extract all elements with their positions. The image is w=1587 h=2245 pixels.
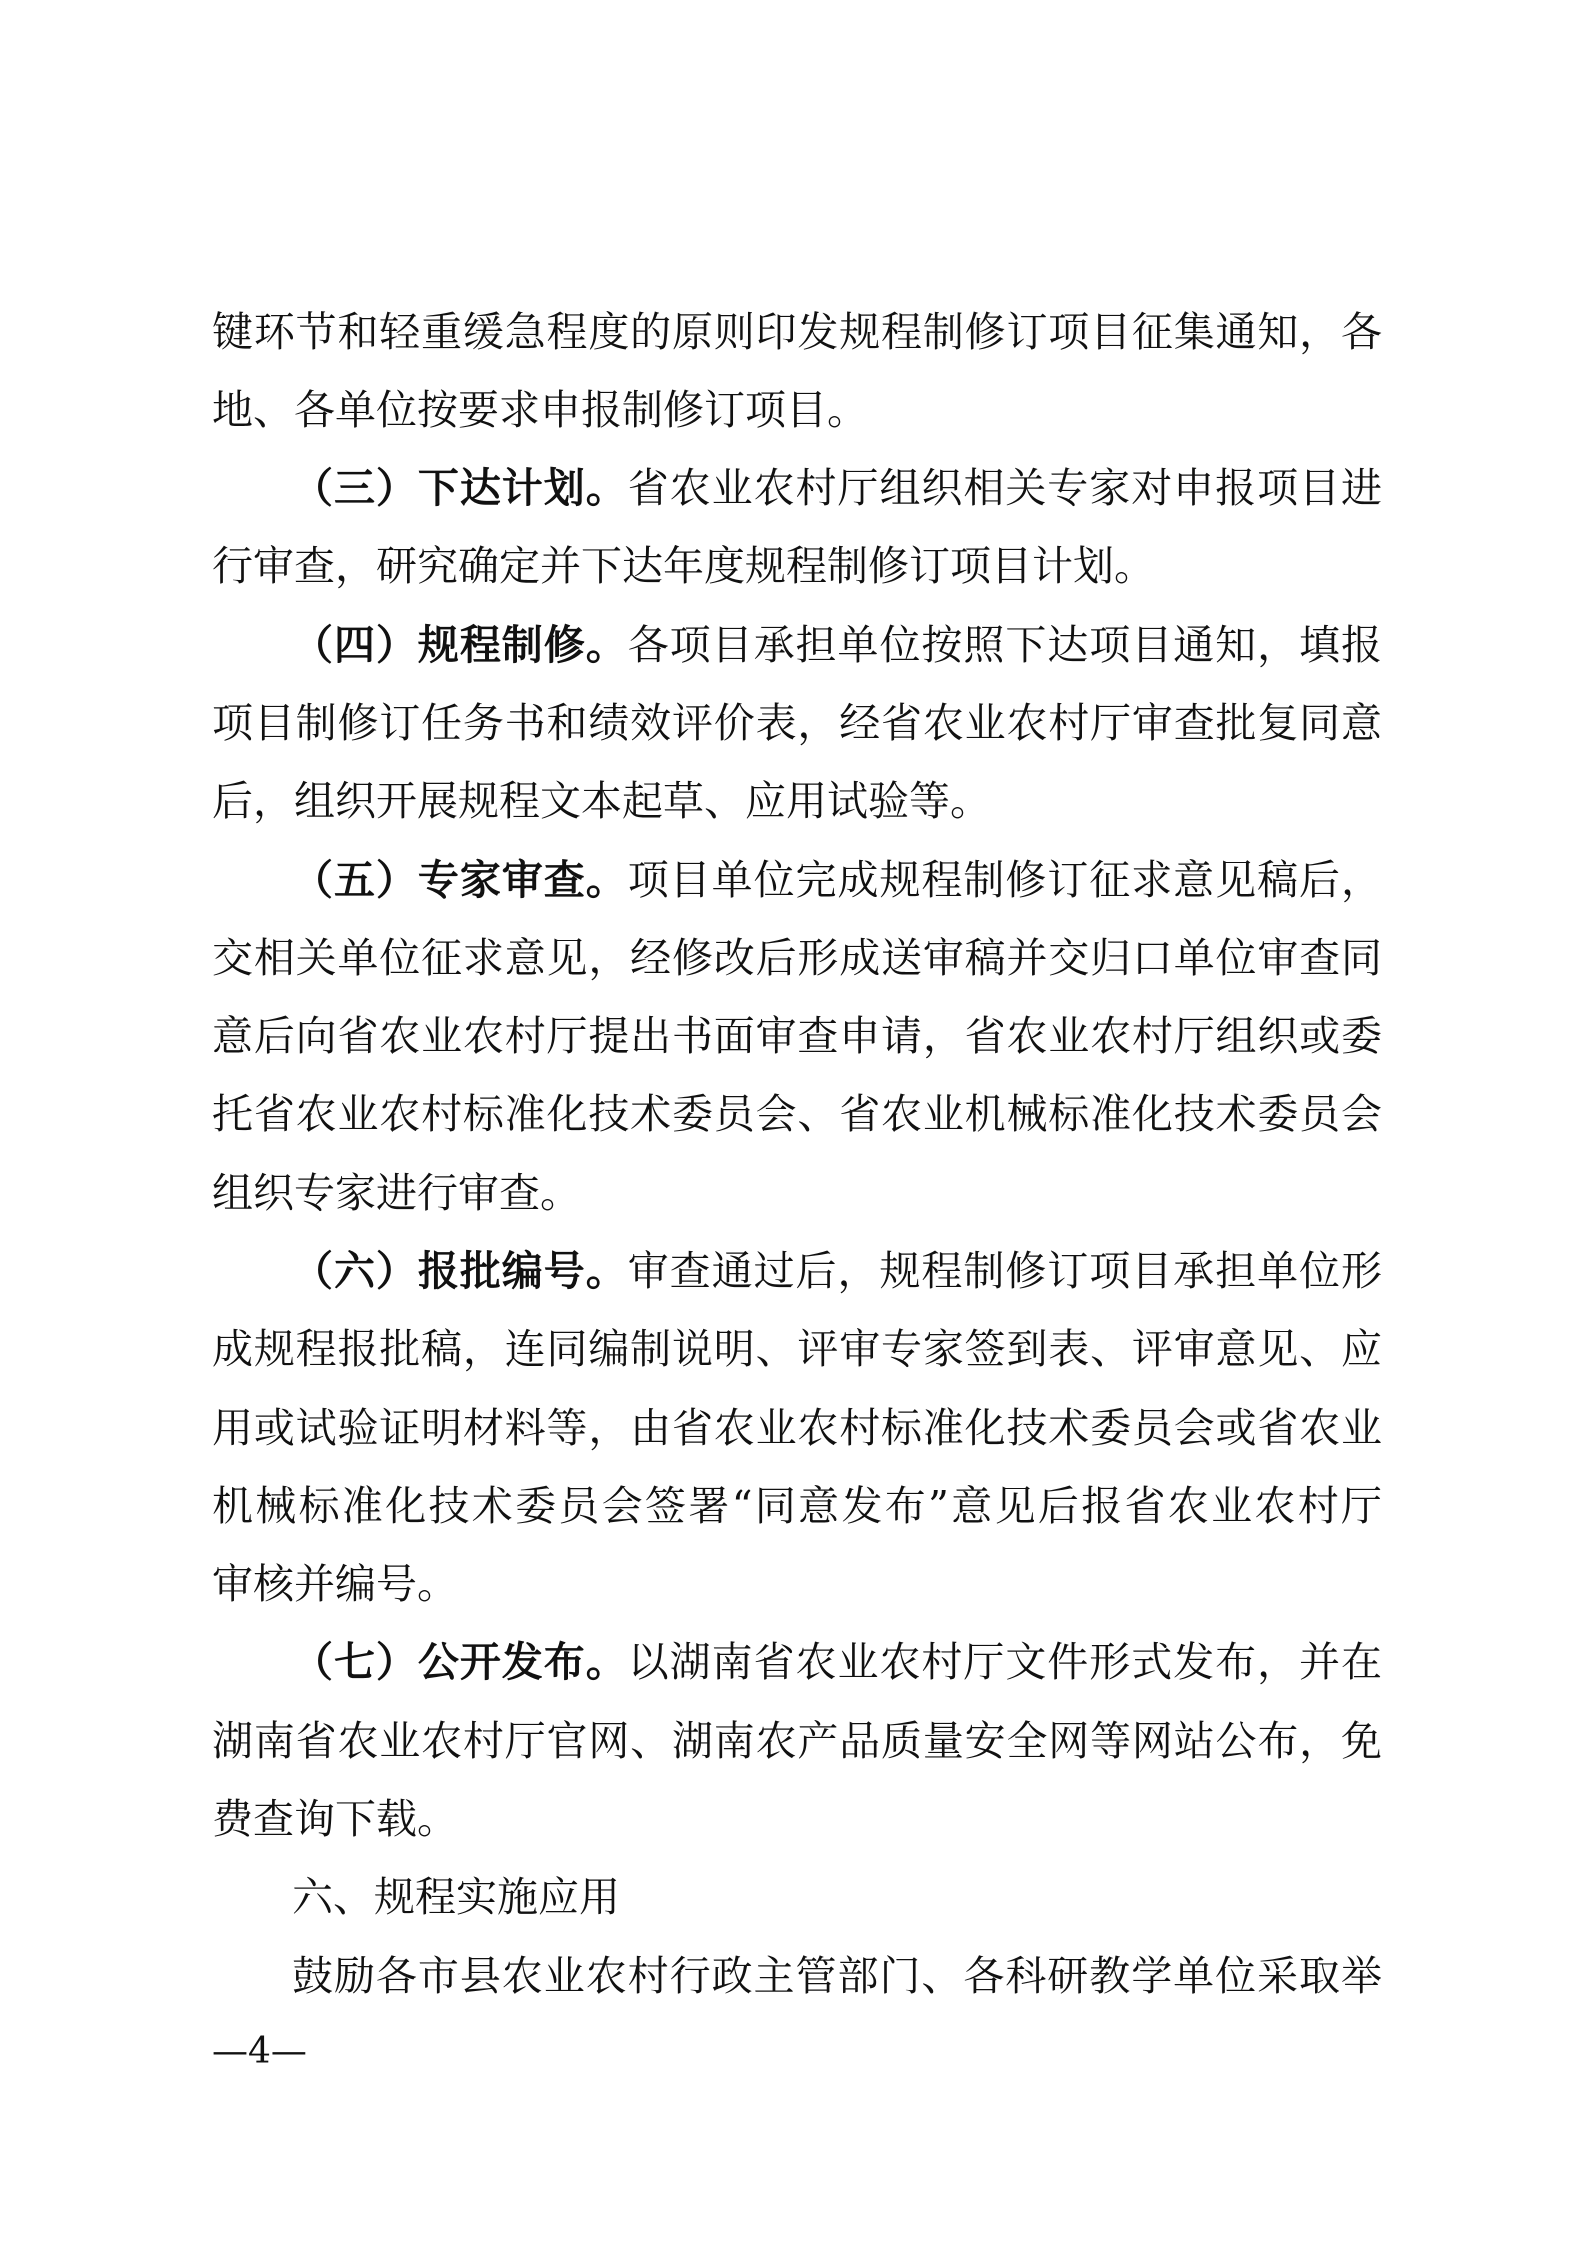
body-line-11: 托省农业农村标准化技术委员会、省农业机械标准化技术委员会	[212, 1090, 1382, 1138]
body-line-7: 后，组织开展规程文本起草、应用试验等。	[212, 777, 991, 825]
section-title: （五）专家审查。	[292, 856, 628, 904]
body-line-20: 费查询下载。	[212, 1795, 458, 1843]
section-three-line-1	[292, 464, 1382, 512]
body-line-1: 键环节和轻重缓急程度的原则印发规程制修订项目征集通知，各	[212, 308, 1382, 356]
body-line-14: 成规程报批稿，连同编制说明、评审专家签到表、评审意见、应	[212, 1325, 1382, 1373]
section-title: （七）公开发布。	[292, 1638, 628, 1686]
body-line-19: 湖南省农业农村厅官网、湖南农产品质量安全网等网站公布，免	[212, 1717, 1382, 1765]
section-seven-line-1	[292, 1638, 1382, 1686]
section-title: （三）下达计划。	[292, 464, 628, 512]
page-number: —4—	[212, 2031, 307, 2072]
body-line-2: 地、各单位按要求申报制修订项目。	[212, 386, 868, 434]
body-line-15: 用或试验证明材料等，由省农业农村标准化技术委员会或省农业	[212, 1404, 1382, 1452]
section-four-line-1	[292, 621, 1382, 669]
section-text: 项目单位完成规程制修订征求意见稿后，	[627, 856, 1382, 904]
body-line-4: 行审查，研究确定并下达年度规程制修订项目计划。	[212, 542, 1155, 590]
section-title: （四）规程制修。	[292, 621, 628, 669]
section-five-line-1	[292, 856, 1382, 904]
body-line-16: 机械标准化技术委员会签署“同意发布”意见后报省农业农村厅	[212, 1482, 1382, 1530]
body-line-6: 项目制修订任务书和绩效评价表，经省农业农村厅审查批复同意	[212, 699, 1382, 747]
body-line-22: 鼓励各市县农业农村行政主管部门、各科研教学单位采取举	[292, 1952, 1382, 2000]
section-text: 各项目承担单位按照下达项目通知，填报	[627, 621, 1382, 669]
body-line-12: 组织专家进行审查。	[212, 1169, 581, 1217]
body-line-10: 意后向省农业农村厅提出书面审查申请，省农业农村厅组织或委	[212, 1012, 1382, 1060]
body-line-9: 交相关单位征求意见，经修改后形成送审稿并交归口单位审查同	[212, 934, 1382, 982]
section-text: 审查通过后，规程制修订项目承担单位形	[627, 1247, 1382, 1295]
section-text: 以湖南省农业农村厅文件形式发布，并在	[627, 1638, 1382, 1686]
section-title: （六）报批编号。	[292, 1247, 628, 1295]
section-heading: 六、规程实施应用	[292, 1873, 620, 1921]
section-six-line-1	[292, 1247, 1382, 1295]
body-line-17: 审核并编号。	[212, 1560, 458, 1608]
section-text: 省农业农村厅组织相关专家对申报项目进	[627, 464, 1382, 512]
